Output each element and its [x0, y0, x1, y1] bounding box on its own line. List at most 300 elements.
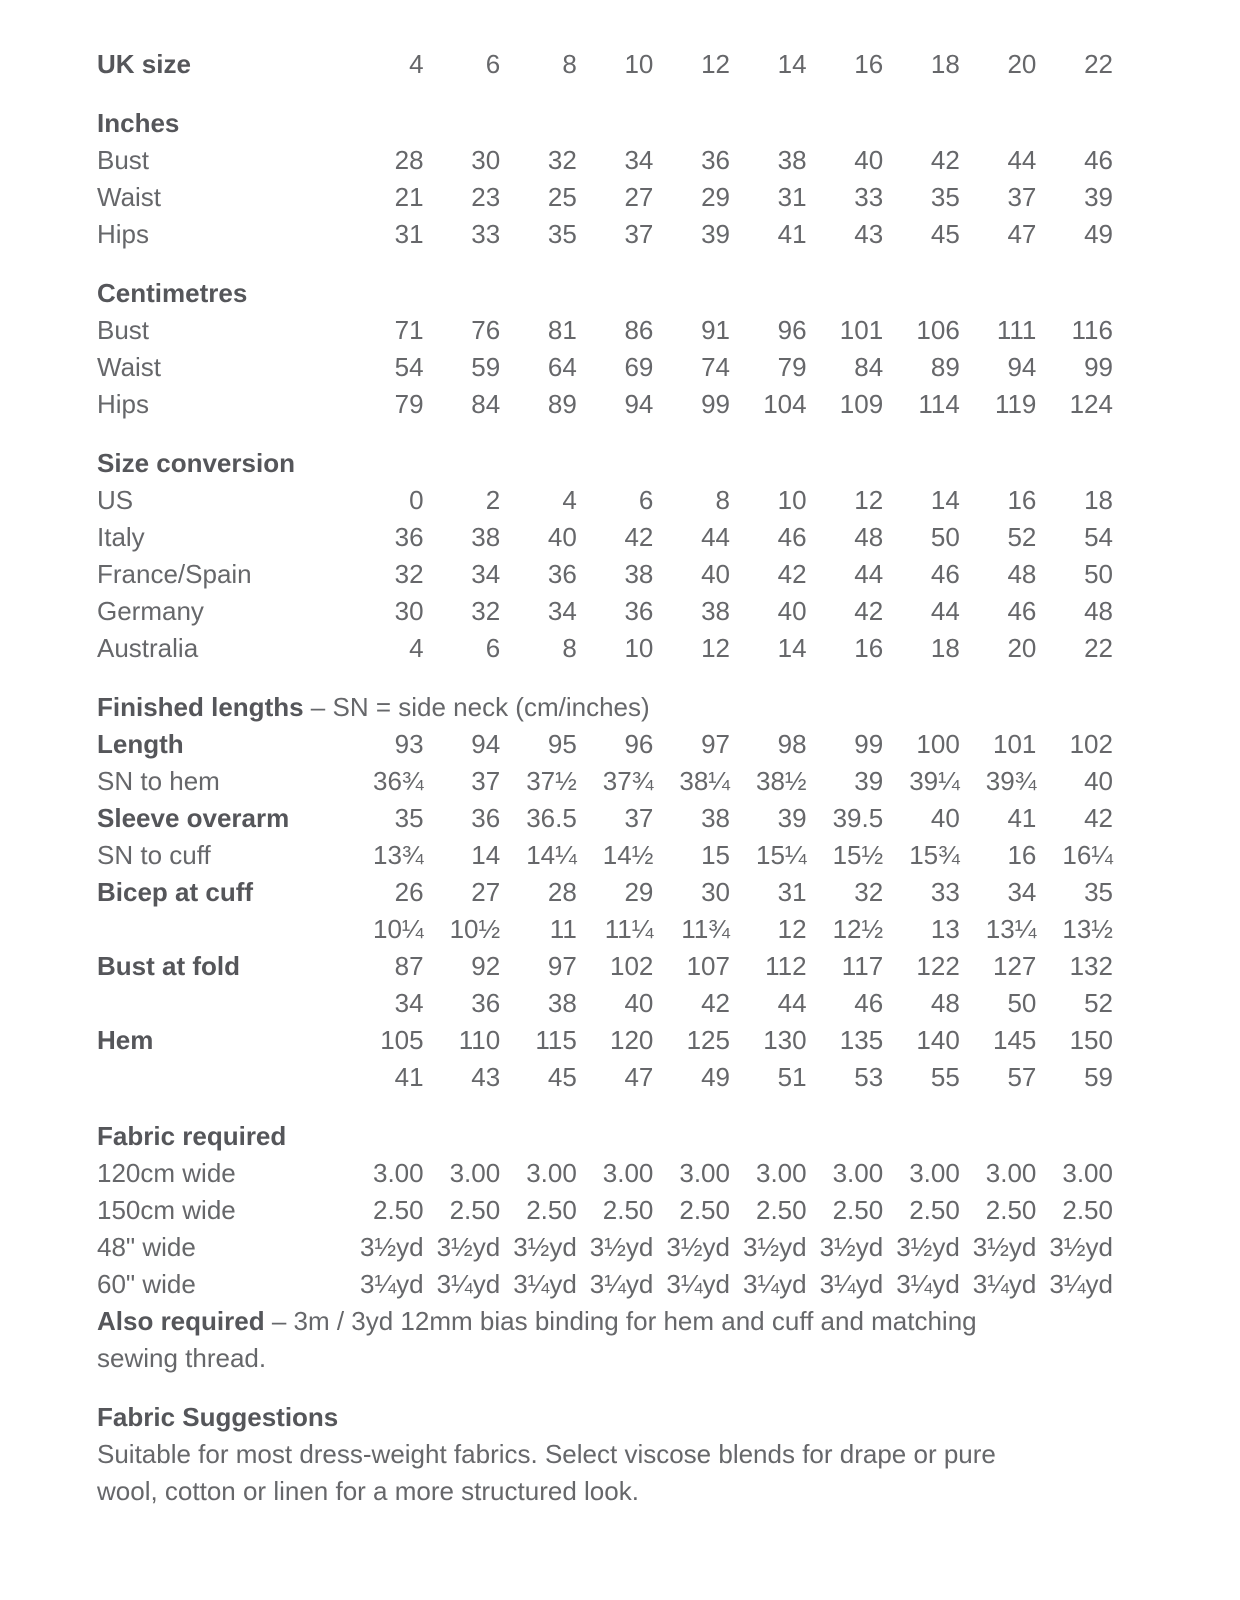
cell-value: 3¼yd: [436, 1269, 501, 1299]
cell-value: 46: [854, 988, 884, 1018]
cell-value: 16: [854, 49, 884, 79]
cell-value: 99: [701, 389, 730, 419]
cell-value: 14½: [602, 840, 654, 870]
cell-value: 40: [777, 596, 807, 626]
cell-value: 97: [547, 951, 577, 981]
cell-value: 37¾: [602, 766, 654, 796]
cell-value: 51: [777, 1062, 807, 1092]
cell-value: 36: [471, 988, 501, 1018]
cell-value: 40: [1084, 766, 1113, 796]
cell-value: 42: [930, 145, 960, 175]
cell-value: 55: [930, 1062, 960, 1092]
uk-size-row: [97, 46, 1113, 83]
cell-value: 36: [471, 803, 501, 833]
cell-value: 109: [839, 389, 884, 419]
cell-value: 37: [624, 219, 654, 249]
cell-value: 12: [777, 914, 807, 944]
cell-value: 99: [1084, 352, 1113, 382]
cell-value: 3.00: [372, 1158, 424, 1188]
cell-value: 94: [471, 729, 501, 759]
cell-value: 53: [854, 1062, 884, 1092]
size-chart-table: [97, 46, 1143, 1303]
cell-value: 97: [701, 729, 730, 759]
cell-value: 38¼: [679, 766, 730, 796]
cell-value: 38: [471, 522, 501, 552]
cell-value: 11¼: [604, 914, 654, 944]
cell-value: 132: [1069, 951, 1113, 981]
fabric-suggestions-section: [97, 1399, 1143, 1510]
cell-value: 3¼yd: [896, 1269, 960, 1299]
cell-value: 28: [547, 877, 577, 907]
row-label: [97, 1059, 347, 1096]
cell-value: 86: [624, 315, 654, 345]
row-label: Hips: [97, 389, 150, 419]
cell-value: 76: [471, 315, 501, 345]
table-row: [97, 874, 1113, 911]
cell-value: 69: [624, 352, 654, 382]
cell-value: 3½yd: [359, 1232, 424, 1262]
row-label: Sleeve overarm: [97, 803, 290, 833]
cell-value: 14: [777, 633, 807, 663]
cell-value: 12: [701, 633, 730, 663]
cell-value: 127: [993, 951, 1037, 981]
cell-value: 47: [1007, 219, 1037, 249]
cell-value: 21: [394, 182, 424, 212]
also-required-text: – 3m / 3yd 12mm bias binding for hem and cuff and matching sewing thread.: [97, 1306, 977, 1373]
cell-value: 124: [1069, 389, 1113, 419]
cell-value: 3¼yd: [513, 1269, 577, 1299]
row-label: UK size: [97, 49, 191, 79]
cell-value: 44: [701, 522, 730, 552]
cell-value: 3.00: [832, 1158, 884, 1188]
cell-value: 11¾: [681, 914, 730, 944]
cell-value: 14: [777, 49, 807, 79]
cell-value: 52: [1007, 522, 1037, 552]
row-label: Hips: [97, 219, 150, 249]
cell-value: 0: [409, 485, 424, 515]
cell-value: 3¼yd: [589, 1269, 654, 1299]
cell-value: 74: [701, 352, 730, 382]
cell-value: 46: [777, 522, 807, 552]
cell-value: 57: [1007, 1062, 1037, 1092]
cell-value: 18: [930, 633, 960, 663]
cell-value: 34: [624, 145, 654, 175]
table-row: [97, 630, 1113, 667]
cell-value: 89: [930, 352, 960, 382]
cell-value: 42: [854, 596, 884, 626]
cell-value: 35: [1084, 877, 1113, 907]
cell-value: 150: [1069, 1025, 1113, 1055]
cell-value: 39: [701, 219, 730, 249]
fabric-suggestions-body: Suitable for most dress-weight fabrics. Select viscose blends for drape or pure wool, cotton or linen for a more structured look.: [97, 1439, 996, 1506]
cell-value: 84: [471, 389, 501, 419]
cell-value: 6: [485, 49, 501, 79]
cell-value: 100: [916, 729, 960, 759]
cell-value: 39: [1084, 182, 1113, 212]
row-label: Bust: [97, 145, 150, 175]
row-label: Bust at fold: [97, 951, 240, 981]
cell-value: 31: [394, 219, 424, 249]
cell-value: 3.00: [985, 1158, 1037, 1188]
cell-value: 3½yd: [819, 1232, 884, 1262]
cell-value: 50: [1084, 559, 1113, 589]
cell-value: 48: [1084, 596, 1113, 626]
fabric-suggestions-heading: Fabric Suggestions: [97, 1402, 339, 1432]
cell-value: 3¼yd: [742, 1269, 807, 1299]
cell-value: 34: [394, 988, 424, 1018]
table-row: [97, 386, 1113, 423]
cell-value: 29: [701, 182, 730, 212]
cell-value: 140: [916, 1025, 960, 1055]
cell-value: 3½yd: [589, 1232, 654, 1262]
cell-value: 22: [1084, 633, 1113, 663]
cell-value: 27: [624, 182, 654, 212]
cell-value: 10: [624, 633, 654, 663]
cell-value: 89: [547, 389, 577, 419]
cell-value: 94: [1007, 352, 1037, 382]
cell-value: 12½: [832, 914, 884, 944]
cell-value: 25: [547, 182, 577, 212]
table-row: [97, 216, 1113, 253]
section-heading-fabric-required: [97, 1118, 1143, 1155]
cell-value: 40: [854, 145, 884, 175]
cell-value: 93: [394, 729, 424, 759]
cell-value: 92: [471, 951, 501, 981]
section-heading-finished-lengths: [97, 689, 1143, 726]
row-label: 150cm wide: [97, 1195, 236, 1225]
cell-value: 44: [854, 559, 884, 589]
cell-value: 20: [1007, 49, 1037, 79]
cell-value: 38: [777, 145, 807, 175]
cell-value: 36: [547, 559, 577, 589]
cell-value: 39: [777, 803, 807, 833]
cell-value: 35: [930, 182, 960, 212]
table-row: [97, 800, 1113, 837]
cell-value: 2.50: [832, 1195, 884, 1225]
cell-value: 32: [854, 877, 884, 907]
cell-value: 87: [394, 951, 424, 981]
cell-value: 2.50: [526, 1195, 577, 1225]
cell-value: 102: [1069, 729, 1113, 759]
table-row: [97, 349, 1113, 386]
cell-value: 91: [701, 315, 730, 345]
cell-value: 42: [777, 559, 807, 589]
cell-value: 38: [701, 803, 730, 833]
cell-value: 3.00: [602, 1158, 654, 1188]
cell-value: 15¾: [909, 840, 960, 870]
cell-value: 59: [1084, 1062, 1113, 1092]
cell-value: 10¼: [372, 914, 424, 944]
cell-value: 50: [1007, 988, 1037, 1018]
row-label: Hem: [97, 1025, 154, 1055]
cell-value: 31: [777, 182, 807, 212]
cell-value: 4: [409, 633, 424, 663]
cell-value: 3.00: [1062, 1158, 1113, 1188]
cell-value: 38: [547, 988, 577, 1018]
cell-value: 10: [624, 49, 654, 79]
cell-value: 40: [547, 522, 577, 552]
cell-value: 39¾: [985, 766, 1037, 796]
cell-value: 105: [380, 1025, 424, 1055]
row-label: 48" wide: [97, 1232, 196, 1262]
cell-value: 2.50: [985, 1195, 1037, 1225]
cell-value: 101: [993, 729, 1037, 759]
also-required-label: Also required: [97, 1306, 265, 1336]
cell-value: 104: [763, 389, 807, 419]
cell-value: 45: [930, 219, 960, 249]
cell-value: 71: [394, 315, 424, 345]
cell-value: 8: [715, 485, 730, 515]
cell-value: 54: [1084, 522, 1113, 552]
cell-value: 32: [547, 145, 577, 175]
cell-value: 96: [777, 315, 807, 345]
cell-value: 47: [624, 1062, 654, 1092]
cell-value: 34: [1007, 877, 1037, 907]
cell-value: 3¼yd: [1049, 1269, 1113, 1299]
cell-value: 64: [547, 352, 577, 382]
cell-value: 48: [1007, 559, 1037, 589]
cell-value: 35: [394, 803, 424, 833]
cell-value: 46: [930, 559, 960, 589]
cell-value: 14¼: [526, 840, 577, 870]
cell-value: 48: [930, 988, 960, 1018]
cell-value: 16: [1007, 840, 1037, 870]
cell-value: 44: [1007, 145, 1037, 175]
cell-value: 79: [394, 389, 424, 419]
table-row: [97, 1155, 1113, 1192]
row-label: Waist: [97, 352, 162, 382]
cell-value: 38: [624, 559, 654, 589]
cell-value: 3¼yd: [666, 1269, 730, 1299]
cell-value: 26: [394, 877, 424, 907]
cell-value: 23: [471, 182, 501, 212]
cell-value: 114: [918, 389, 960, 419]
cell-value: 20: [1007, 633, 1037, 663]
row-label: Germany: [97, 596, 204, 626]
row-label: Bust: [97, 315, 150, 345]
section-heading-label: Inches: [97, 108, 180, 138]
row-label: Bicep at cuff: [97, 877, 254, 907]
cell-value: 16: [1007, 485, 1037, 515]
cell-value: 3½yd: [666, 1232, 730, 1262]
cell-value: 36.5: [526, 803, 577, 833]
cell-value: 54: [394, 352, 424, 382]
table-row: [97, 763, 1113, 800]
cell-value: 42: [1084, 803, 1113, 833]
section-heading-size-conversion: [97, 445, 1143, 482]
row-label: 60" wide: [97, 1269, 196, 1299]
cell-value: 33: [930, 877, 960, 907]
row-label: Length: [97, 729, 184, 759]
table-row: [97, 1059, 1113, 1096]
cell-value: 39.5: [832, 803, 884, 833]
cell-value: 18: [930, 49, 960, 79]
cell-value: 42: [624, 522, 654, 552]
cell-value: 32: [394, 559, 424, 589]
row-label: France/Spain: [97, 559, 252, 589]
cell-value: 40: [624, 988, 654, 1018]
cell-value: 13¾: [372, 840, 424, 870]
table-row: [97, 1229, 1113, 1266]
table-row: [97, 1266, 1113, 1303]
table-row: [97, 593, 1113, 630]
table-row: [97, 1022, 1113, 1059]
cell-value: 3.00: [755, 1158, 807, 1188]
cell-value: 14: [930, 485, 960, 515]
cell-value: 13: [930, 914, 960, 944]
also-required-note: [97, 1303, 1027, 1377]
section-heading-suffix: – SN = side neck (cm/inches): [303, 692, 650, 722]
cell-value: 39¼: [909, 766, 960, 796]
table-row: [97, 1192, 1113, 1229]
cell-value: 18: [1084, 485, 1113, 515]
cell-value: 102: [610, 951, 654, 981]
cell-value: 39: [854, 766, 884, 796]
cell-value: 41: [1007, 803, 1037, 833]
cell-value: 2.50: [372, 1195, 424, 1225]
cell-value: 107: [686, 951, 730, 981]
cell-value: 3.00: [679, 1158, 730, 1188]
cell-value: 38½: [755, 766, 807, 796]
cell-value: 46: [1084, 145, 1113, 175]
cell-value: 37: [624, 803, 654, 833]
cell-value: 2.50: [909, 1195, 960, 1225]
section-heading-inches: [97, 105, 1143, 142]
cell-value: 96: [624, 729, 654, 759]
cell-value: 12: [701, 49, 730, 79]
cell-value: 98: [777, 729, 807, 759]
cell-value: 12: [854, 485, 884, 515]
cell-value: 95: [547, 729, 577, 759]
cell-value: 81: [547, 315, 577, 345]
cell-value: 4: [562, 485, 577, 515]
section-heading-centimetres: [97, 275, 1143, 312]
cell-value: 33: [854, 182, 884, 212]
row-label: [97, 985, 347, 1022]
cell-value: 116: [1071, 315, 1113, 345]
cell-value: 3.00: [449, 1158, 501, 1188]
cell-value: 130: [763, 1025, 807, 1055]
cell-value: 36: [701, 145, 730, 175]
cell-value: 119: [994, 389, 1037, 419]
cell-value: 36: [394, 522, 424, 552]
table-row: [97, 142, 1113, 179]
cell-value: 15: [701, 840, 730, 870]
table-row: [97, 312, 1113, 349]
cell-value: 30: [394, 596, 424, 626]
table-row: [97, 837, 1113, 874]
cell-value: 40: [930, 803, 960, 833]
cell-value: 115: [535, 1025, 577, 1055]
table-row: [97, 948, 1113, 985]
cell-value: 2.50: [449, 1195, 501, 1225]
row-label: Italy: [97, 522, 145, 552]
cell-value: 37: [471, 766, 501, 796]
cell-value: 112: [765, 951, 807, 981]
cell-value: 3.00: [526, 1158, 577, 1188]
cell-value: 3½yd: [513, 1232, 577, 1262]
cell-value: 37½: [526, 766, 577, 796]
cell-value: 38: [701, 596, 730, 626]
cell-value: 45: [547, 1062, 577, 1092]
cell-value: 145: [993, 1025, 1037, 1055]
cell-value: 2.50: [1062, 1195, 1113, 1225]
cell-value: 37: [1007, 182, 1037, 212]
row-label: Waist: [97, 182, 162, 212]
cell-value: 44: [777, 988, 807, 1018]
cell-value: 2.50: [602, 1195, 654, 1225]
cell-value: 122: [916, 951, 960, 981]
cell-value: 42: [701, 988, 730, 1018]
section-heading-label: Size conversion: [97, 448, 295, 478]
row-label: 120cm wide: [97, 1158, 236, 1188]
cell-value: 10: [777, 485, 807, 515]
cell-value: 3¼yd: [972, 1269, 1037, 1299]
cell-value: 11: [549, 914, 577, 944]
cell-value: 36: [624, 596, 654, 626]
cell-value: 40: [701, 559, 730, 589]
cell-value: 2: [485, 485, 501, 515]
cell-value: 27: [471, 877, 501, 907]
cell-value: 34: [471, 559, 501, 589]
cell-value: 48: [854, 522, 884, 552]
cell-value: 106: [916, 315, 960, 345]
section-heading-label: Centimetres: [97, 278, 248, 308]
row-label: SN to hem: [97, 766, 220, 796]
cell-value: 3¼yd: [359, 1269, 424, 1299]
section-heading-label: Finished lengths: [97, 692, 304, 722]
cell-value: 3¼yd: [819, 1269, 884, 1299]
cell-value: 79: [777, 352, 807, 382]
cell-value: 117: [841, 951, 884, 981]
cell-value: 16: [854, 633, 884, 663]
cell-value: 99: [854, 729, 884, 759]
cell-value: 16¼: [1062, 840, 1113, 870]
cell-value: 28: [394, 145, 424, 175]
section-heading-label: Fabric required: [97, 1121, 287, 1151]
cell-value: 110: [458, 1025, 501, 1055]
cell-value: 35: [547, 219, 577, 249]
cell-value: 41: [777, 219, 807, 249]
row-label: [97, 911, 347, 948]
cell-value: 34: [547, 596, 577, 626]
table-row: [97, 985, 1113, 1022]
cell-value: 125: [686, 1025, 730, 1055]
cell-value: 101: [839, 315, 884, 345]
row-label: SN to cuff: [97, 840, 211, 870]
cell-value: 2.50: [679, 1195, 730, 1225]
cell-value: 29: [624, 877, 654, 907]
cell-value: 30: [701, 877, 730, 907]
cell-value: 13½: [1062, 914, 1113, 944]
cell-value: 50: [930, 522, 960, 552]
cell-value: 49: [1084, 219, 1113, 249]
table-row: [97, 911, 1113, 948]
cell-value: 14: [471, 840, 501, 870]
table-row: [97, 179, 1113, 216]
table-row: [97, 482, 1113, 519]
cell-value: 43: [471, 1062, 501, 1092]
cell-value: 59: [471, 352, 501, 382]
table-row: [97, 519, 1113, 556]
cell-value: 41: [394, 1062, 424, 1092]
cell-value: 31: [777, 877, 807, 907]
cell-value: 36¾: [372, 766, 424, 796]
cell-value: 8: [562, 633, 577, 663]
cell-value: 32: [471, 596, 501, 626]
cell-value: 46: [1007, 596, 1037, 626]
cell-value: 44: [930, 596, 960, 626]
